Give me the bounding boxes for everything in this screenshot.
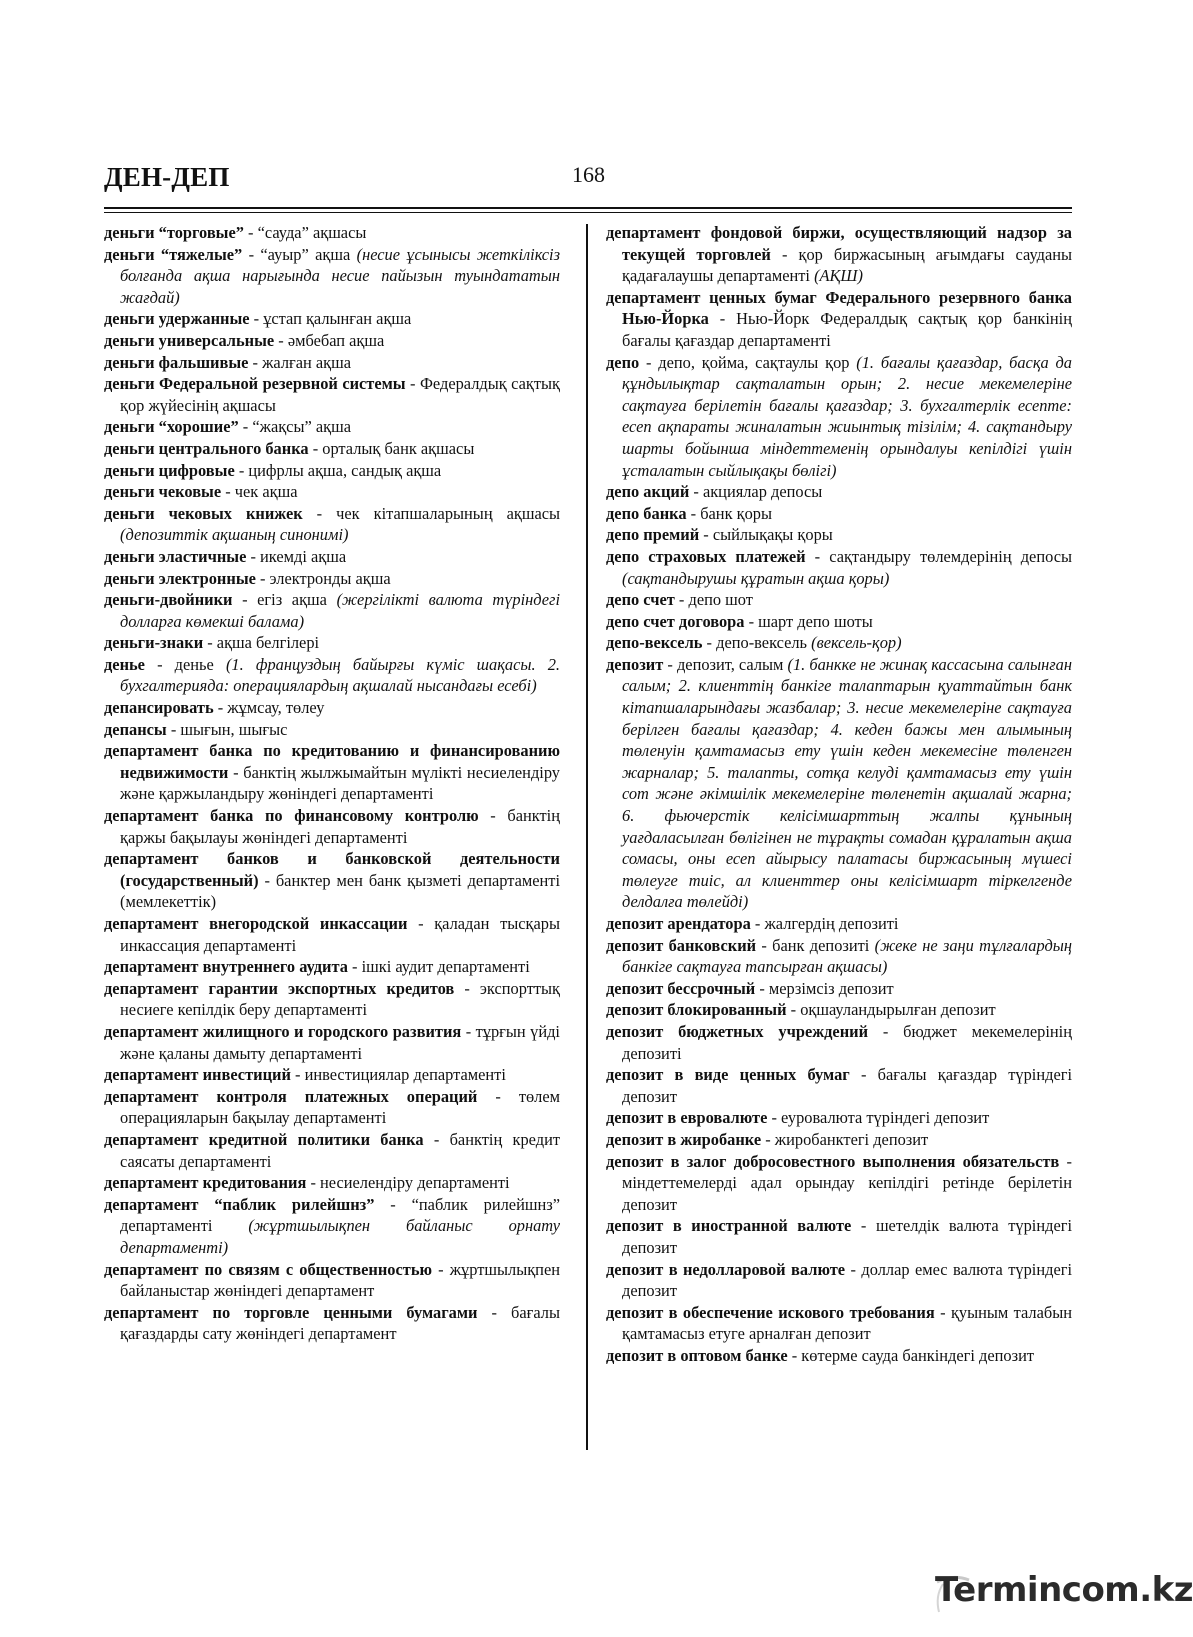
entry-term: департамент по связям с общественностью (104, 1259, 433, 1279)
entry-term: департамент кредитной политики банка (104, 1129, 424, 1149)
entry-separator: - (845, 1259, 862, 1279)
dictionary-entry (606, 1064, 1072, 1107)
entry-separator: - (249, 309, 264, 329)
entry-term: департамент внегородской инкассации (104, 914, 408, 933)
entry-term: депозит бюджетных учреждений (606, 1021, 869, 1041)
entry-separator: - (699, 525, 713, 545)
entry-note: (1. банкке не жинақ кассасына салынған салым; 2. клиенттің банкіге талаптарын қуаттайтын банк кітапшаларындағы жазбалар; 3. несие мекемелеріне сақтауға берілген бағалы қағаздар; 4. кеден бажы мен алымының төленуін қамтамасыз ету үшін кеден мекемесіне төленген жарналар; 5. талапты, сотқа келуді қамтамасыз ету үшін сот және әкімшілік мекемелеріне төленетін ақшалай жарна; 6. фьючерстік келісімшарттың жалпы құнының уағдаласылған бөлігінен не тұрақты сомадан құралатын ақша сомасы, оны есеп айырысу палатасы биржасының мүшесі төлеуге тиіс, ал клиенттер оны келісімшарт тіркелгенде делдалға төлейді) (622, 654, 1072, 912)
dictionary-entry (104, 956, 560, 978)
dictionary-entry (606, 1345, 1072, 1367)
entry-separator: - (166, 719, 181, 739)
entry-note: (1. бағалы қағаздар, басқа да құндылықтар сақталатын орын; 2. несие мекемелеріне сақтауға берілетін бағалы қағаздар; 3. бухгалтерлік есепте: есеп ақпараты жиналатын жиынтық тізілім; 4. сақтандыру шарты бойынша міндеттеменің орындалуы кепілдігі үшін ұсталатын сыйлықақы бөлігі) (622, 352, 1072, 480)
entry-definition: оқшауландырылған депозит (800, 1000, 996, 1020)
entry-term: депо счет договора (606, 611, 745, 631)
dictionary-entry (104, 222, 560, 244)
entry-term: депозит в оптовом банке (606, 1345, 788, 1365)
entry-separator: - (423, 1129, 450, 1149)
entry-term: департамент банка по финансовому контролю (104, 806, 479, 826)
entry-separator: - (405, 374, 420, 394)
header-rule-thick (104, 207, 1072, 209)
entry-term: депансировать (104, 698, 214, 718)
entry-note: (жұртшылықпен байланыс орнату департаменті) (120, 1216, 560, 1257)
dictionary-entry (606, 524, 1072, 546)
entry-term: департамент ценных бумаг Федерального резервного банка Нью-Йорка (606, 287, 1072, 329)
entry-term: деньги “хорошие” (104, 417, 239, 437)
entry-definition: чек ақша (234, 482, 298, 502)
entry-separator: - (849, 1065, 878, 1085)
entry-definition: инвестициялар департаменті (304, 1065, 506, 1085)
entry-definition: жұмсау, төлеу (227, 698, 325, 718)
entry-term: депозит (606, 654, 664, 674)
entry-separator: - (756, 935, 773, 955)
entry-term: депозит блокированный (606, 1000, 787, 1020)
dictionary-entry (104, 503, 560, 546)
entry-note: (сақтандырушы құратын ақша қоры) (622, 568, 890, 588)
entry-term: депозит бессрочный (606, 978, 756, 998)
dictionary-entry (104, 632, 560, 654)
entry-separator: - (787, 1345, 802, 1365)
entry-note: (АҚШ) (814, 266, 863, 286)
dictionary-entry (606, 1302, 1072, 1345)
dictionary-entry (104, 1129, 560, 1172)
dictionary-entry (104, 546, 560, 568)
entry-definition: бағалы қағаздар түріндегі депозит (622, 1065, 1073, 1106)
entry-term: департамент гарантии экспортных кредитов (104, 978, 455, 998)
entry-definition: депо-вексель (716, 633, 808, 653)
entry-separator: - (770, 244, 799, 264)
header-rule-thin (104, 212, 1072, 213)
entry-definition: банк депозиті (772, 935, 870, 955)
entry-separator: - (663, 654, 677, 674)
right-column (606, 222, 1072, 1366)
entry-term: деньги чековых книжек (104, 503, 303, 523)
entry-definition: Федералдық сақтық қор жүйесінің ақшасы (120, 374, 561, 415)
dictionary-entry (606, 1215, 1072, 1258)
entry-separator: - (454, 978, 480, 998)
entry-note: (несие ұсынысы жеткіліксіз болғанда ақша нарығында несие пайызын туындататын жағдай) (120, 244, 560, 307)
dictionary-entry (104, 568, 560, 590)
entry-definition: әмбебап ақша (287, 330, 385, 350)
entry-definition: ақша белгілері (216, 633, 320, 653)
entry-term: деньги универсальные (104, 330, 275, 350)
dictionary-entry (606, 999, 1072, 1021)
entry-term: депозит в жиробанке (606, 1129, 762, 1149)
entry-separator: - (203, 633, 217, 653)
entry-term: депо (606, 352, 640, 372)
entry-definition: сақтандыру төлемдерінің депосы (829, 546, 1072, 566)
entry-definition: экспорттық несиеге кепілдік беру департаменті (120, 978, 561, 1020)
entry-definition: бюджет мекемелерінің депозиті (622, 1021, 1072, 1063)
entry-definition: шарт депо шоты (758, 611, 873, 631)
entry-term: деньги удержанные (104, 309, 250, 329)
entry-separator: - (477, 1302, 512, 1322)
left-column (104, 222, 560, 1345)
entry-term: депо счет (606, 590, 675, 610)
entry-term: депозит в залог добросовестного выполнения обязательств (606, 1151, 1060, 1171)
page-header (104, 150, 1072, 210)
entry-term: депозит в иностранной валюте (606, 1216, 852, 1236)
entry-definition: цифрлы ақша, сандық ақша (248, 460, 442, 480)
entry-term: департамент банков и банковской деятельности (государственный) (104, 849, 560, 890)
entry-definition: егіз ақша (257, 590, 327, 610)
entry-term: деньги эластичные (104, 546, 247, 566)
entry-definition: “сауда” ақшасы (257, 223, 367, 242)
entry-separator: - (238, 417, 253, 437)
entry-note: (жеке не заңи тұлғалардың банкіге сақтауға тапсырған ақшасы) (622, 935, 1072, 977)
entry-definition: чек кітапшаларының ақшасы (336, 503, 561, 523)
entry-definition: доллар емес валюта түріндегі депозит (622, 1259, 1072, 1301)
entry-definition: “ауыр” ақша (260, 244, 351, 264)
entry-term: департамент “паблик рилейшнз” (104, 1194, 375, 1214)
dictionary-entry (606, 481, 1072, 503)
entry-separator: - (302, 503, 337, 523)
entry-definition: жұртшылықпен байланыстар жөніндегі департамент (120, 1259, 561, 1301)
dictionary-entry (104, 913, 560, 956)
dictionary-entry (606, 632, 1072, 654)
entry-separator: - (805, 546, 830, 566)
entry-separator: - (243, 223, 258, 242)
entry-definition: жалған ақша (262, 352, 352, 372)
entry-separator: - (639, 352, 659, 372)
entry-term: депозит в виде ценных бумаг (606, 1065, 850, 1085)
entry-definition: қуыным талабын қамтамасыз етуге арналған депозит (622, 1302, 1073, 1344)
entry-separator: - (477, 1086, 519, 1106)
entry-term: депансы (104, 719, 167, 739)
dictionary-entry (104, 654, 560, 697)
entry-separator: - (750, 914, 765, 933)
entry-definition: орталық банк ақшасы (322, 438, 475, 458)
entry-definition: ұстап қалынған ақша (263, 309, 412, 329)
entry-definition: “паблик рилейшнз” департаменті (120, 1194, 560, 1236)
entry-definition: банктің жылжымайтын мүлікті несиелендіру және қаржыландыру жөніндегі департаменті (120, 762, 561, 804)
entry-definition: электронды ақша (269, 568, 391, 588)
entry-term: деньги чековые (104, 482, 222, 502)
entry-term: деньги “тяжелые” (104, 244, 243, 264)
dictionary-entry (104, 740, 560, 805)
entry-definition: ішкі аудит департаменті (361, 957, 530, 977)
dictionary-entry (606, 1259, 1072, 1302)
entry-definition: депо, қойма, сақтаулы қор (658, 352, 850, 372)
entry-term: деньги цифровые (104, 460, 235, 480)
termincom-logo (935, 1570, 1193, 1616)
entry-term: департамент кредитования (104, 1173, 307, 1193)
dictionary-entry (104, 1021, 560, 1064)
entry-separator: - (708, 309, 737, 329)
entry-definition: Нью-Йорк Федералдық сақтық қор банкінің бағалы қағаздар департаменті (622, 309, 1072, 350)
dictionary-entry (104, 1194, 560, 1259)
logo-text: Termincom.kz (935, 1570, 1193, 1610)
entry-separator: - (274, 330, 288, 350)
entry-definition: мерзімсіз депозит (768, 978, 894, 998)
entry-separator: - (213, 698, 228, 718)
entry-separator: - (767, 1108, 782, 1128)
dictionary-entry (104, 1259, 560, 1302)
dictionary-entry (606, 352, 1072, 482)
entry-separator: - (246, 546, 261, 566)
entry-definition: шығын, шығыс (180, 719, 288, 739)
entry-definition: жиробанктегі депозит (774, 1129, 929, 1149)
entry-separator: - (478, 806, 508, 826)
dictionary-entry (104, 719, 560, 741)
entry-definition: шетелдік валюта түріндегі депозит (622, 1216, 1073, 1257)
dictionary-entry (606, 222, 1072, 287)
dictionary-entry (606, 546, 1072, 589)
entry-separator: - (432, 1259, 450, 1279)
entry-definition: икемді ақша (260, 546, 347, 566)
dictionary-entry (104, 978, 560, 1021)
entry-term: деньги Федеральной резервной системы (104, 374, 406, 394)
entry-separator: - (702, 633, 717, 653)
entry-definition: депо шот (688, 590, 753, 610)
entry-separator: - (347, 957, 362, 977)
entry-separator: - (248, 352, 263, 372)
entry-term: депо-вексель (606, 633, 703, 653)
entry-separator: - (374, 1194, 412, 1214)
entry-definition: несиелендіру департаменті (320, 1173, 510, 1193)
entry-definition: тұрғын үйді және қаланы дамыту департаменті (120, 1021, 560, 1063)
entry-separator: - (221, 482, 235, 502)
dictionary-entry (104, 1064, 560, 1086)
entry-term: деньги фальшивые (104, 352, 249, 372)
dictionary-entry (606, 978, 1072, 1000)
entry-term: департамент жилищного и городского развития (104, 1021, 462, 1041)
entry-term: депо акций (606, 482, 690, 502)
column-divider (586, 224, 588, 1450)
entry-term: денье (104, 654, 145, 674)
entry-separator: - (686, 503, 701, 523)
entry-note: (1. француздың байырғы күміс шақасы. 2. бухгалтерияда: операциялардың ақшалай нысандағы есебі) (120, 654, 560, 696)
entry-definition: депозит, салым (676, 654, 784, 674)
entry-separator: - (258, 870, 276, 890)
dictionary-entry (104, 481, 560, 503)
entry-definition: денье (174, 654, 214, 674)
entry-note: (жергілікті валюта түріндегі долларға көмекші балама) (120, 590, 560, 631)
entry-definition: банктер мен банк қызметі департаменті (мемлекеттік) (120, 870, 561, 912)
entry-separator: - (306, 1173, 321, 1193)
dictionary-entry (104, 460, 560, 482)
entry-separator: - (461, 1021, 476, 1041)
entry-term: департамент внутреннего аудита (104, 957, 348, 977)
entry-separator: - (242, 244, 261, 264)
running-head: ДЕН-ДЕП (104, 162, 230, 192)
dictionary-entry (104, 805, 560, 848)
entry-term: депозит арендатора (606, 914, 751, 933)
entry-term: депозит в обеспечение искового требования (606, 1302, 935, 1322)
entry-term: деньги “торговые” (104, 223, 244, 242)
entry-separator: - (786, 1000, 801, 1020)
entry-term: депо премий (606, 525, 700, 545)
entry-separator: - (674, 590, 689, 610)
entry-definition: міндеттемелерді адал орындау кепілдігі ретінде берілетін депозит (622, 1173, 1072, 1214)
entry-separator: - (755, 978, 769, 998)
entry-term: деньги-двойники (104, 590, 233, 610)
entry-definition: “жақсы” ақша (252, 417, 351, 437)
entry-definition: қор биржасының ағымдағы сауданы қадағалаушы департаменті (622, 244, 1073, 286)
entry-term: департамент фондовой биржи, осуществляющий надзор за текущей торговлей (606, 223, 1072, 264)
dictionary-entry (104, 416, 560, 438)
dictionary-entry (104, 1172, 560, 1194)
entry-separator: - (851, 1216, 876, 1236)
entry-separator: - (308, 438, 323, 458)
entry-definition: банктің кредит саясаты департаменті (120, 1129, 561, 1171)
entry-separator: - (228, 762, 244, 782)
dictionary-entry (606, 1151, 1072, 1216)
entry-definition: қаладан тысқары инкассация департаменті (120, 914, 560, 955)
entry-term: деньги-знаки (104, 633, 204, 653)
dictionary-entry (104, 848, 560, 913)
entry-separator: - (868, 1021, 904, 1041)
entry-separator: - (407, 914, 435, 933)
dictionary-entry (104, 330, 560, 352)
entry-definition: көтерме сауда банкіндегі депозит (801, 1345, 1035, 1365)
dictionary-entry (104, 308, 560, 330)
dictionary-entry (606, 1107, 1072, 1129)
entry-term: депо банка (606, 503, 687, 523)
entry-note: (вексель-қор) (811, 633, 902, 653)
dictionary-entry (606, 611, 1072, 633)
dictionary-entry (606, 1129, 1072, 1151)
entry-term: департамент контроля платежных операций (104, 1086, 478, 1106)
entry-separator: - (1059, 1151, 1072, 1171)
entry-definition: сыйлықақы қоры (712, 525, 833, 545)
dictionary-entry (606, 1021, 1072, 1064)
entry-separator: - (744, 611, 759, 631)
entry-term: депозит банковский (606, 935, 757, 955)
entry-term: депозит в недолларовой валюте (606, 1259, 846, 1279)
dictionary-entry (104, 1086, 560, 1129)
entry-separator: - (290, 1065, 305, 1085)
entry-term: деньги электронные (104, 568, 256, 588)
dictionary-entry (104, 373, 560, 416)
entry-separator: - (232, 590, 258, 610)
entry-definition: банк қоры (700, 503, 773, 523)
entry-definition: акциялар депосы (702, 482, 823, 502)
entry-definition: еуровалюта түріндегі депозит (781, 1108, 990, 1128)
dictionary-entry (606, 287, 1072, 352)
entry-definition: бағалы қағаздарды сату жөніндегі департамент (120, 1302, 560, 1344)
dictionary-entry (104, 244, 560, 309)
entry-term: депо страховых платежей (606, 546, 806, 566)
entry-separator: - (761, 1129, 775, 1149)
entry-separator: - (144, 654, 175, 674)
dictionary-entry (104, 352, 560, 374)
entry-definition: банктің қаржы бақылауы жөніндегі департаменті (120, 806, 560, 847)
dictionary-entry (104, 697, 560, 719)
dictionary-entry (104, 1302, 560, 1345)
dictionary-entry (606, 913, 1072, 935)
dictionary-entry (606, 503, 1072, 525)
page-number: 168 (572, 162, 605, 187)
entry-term: депозит в евровалюте (606, 1108, 768, 1128)
dictionary-entry (606, 654, 1072, 913)
entry-note: (депозиттік ақшаның синонимі) (120, 525, 349, 545)
entry-separator: - (934, 1302, 951, 1322)
entry-separator: - (689, 482, 703, 502)
dictionary-entry (104, 438, 560, 460)
entry-definition: жалгердің депозиті (764, 914, 899, 933)
dictionary-entry (104, 589, 560, 632)
entry-term: деньги центрального банка (104, 438, 309, 458)
entry-term: департамент по торговле ценными бумагами (104, 1302, 478, 1322)
dictionary-entry (606, 935, 1072, 978)
dictionary-entry (606, 589, 1072, 611)
entry-separator: - (255, 568, 270, 588)
entry-definition: төлем операцияларын бақылау департаменті (120, 1086, 561, 1128)
entry-term: департамент банка по кредитованию и финансированию недвижимости (104, 741, 560, 782)
entry-term: департамент инвестиций (104, 1065, 291, 1085)
entry-separator: - (234, 460, 249, 480)
